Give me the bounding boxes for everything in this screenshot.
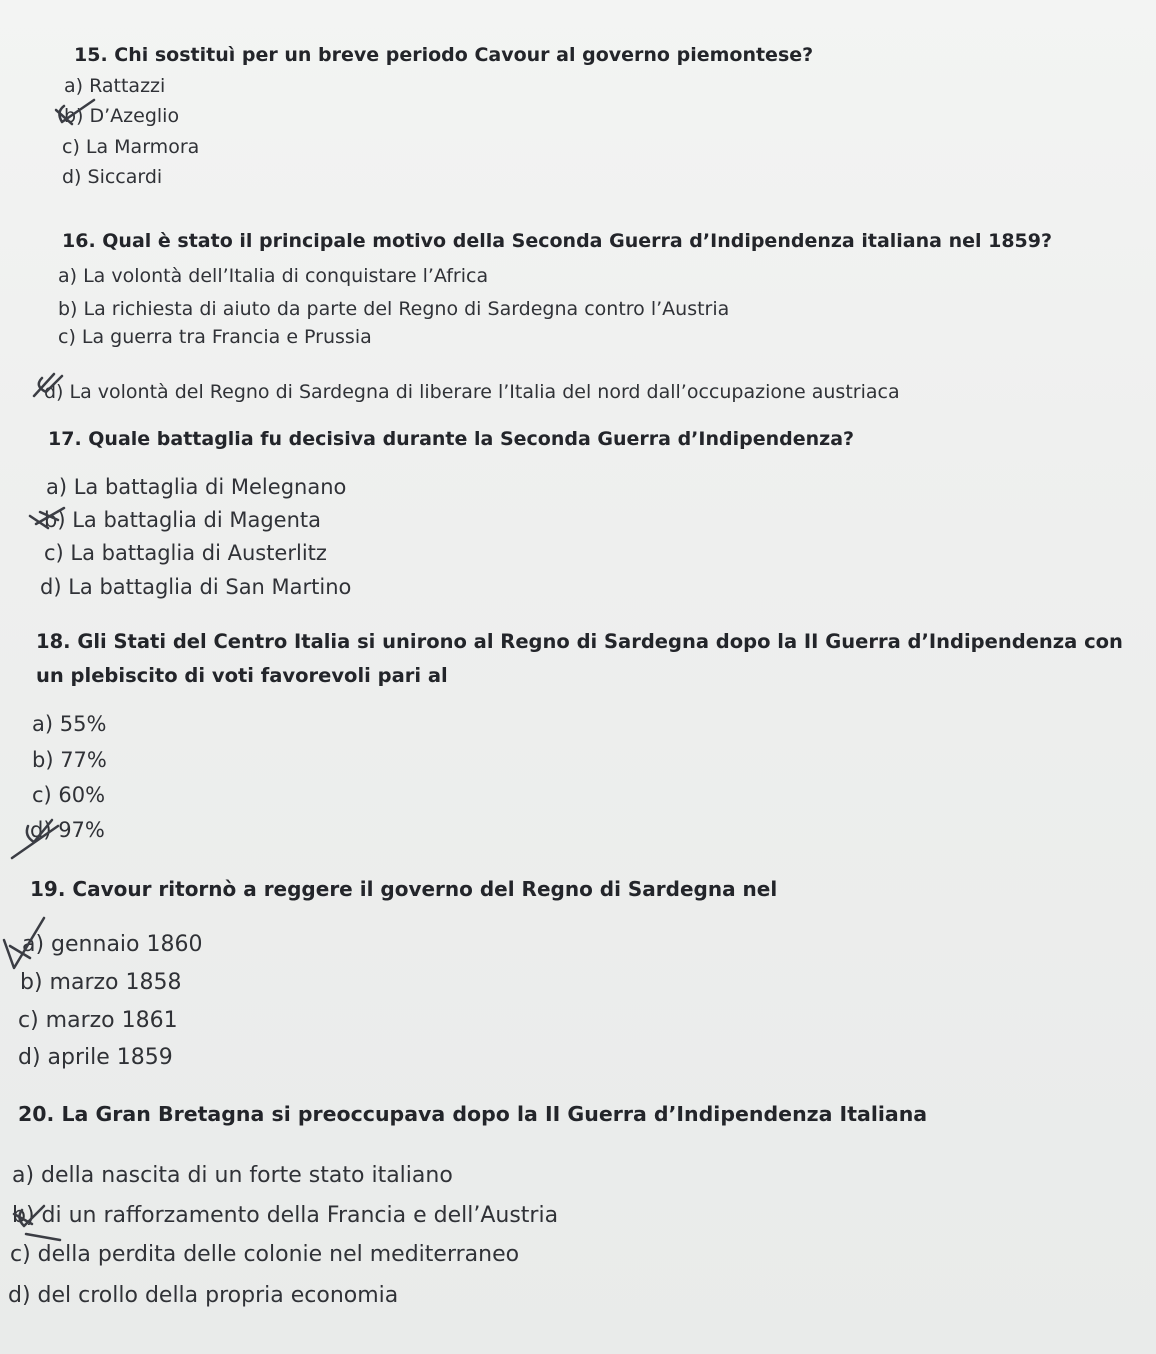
option-20a: a) della nascita di un forte stato italiano [12,1163,453,1188]
question-19: 19. Cavour ritornò a reggere il governo del Regno di Sardegna nel [30,877,778,901]
option-19b: b) marzo 1858 [20,970,182,995]
option-18d: d) 97% [30,818,105,842]
option-19d: d) aprile 1859 [18,1045,173,1070]
question-20: 20. La Gran Bretagna si preoccupava dopo la II Guerra d’Indipendenza Italiana [18,1102,928,1126]
option-18a: a) 55% [32,712,107,736]
option-17a: a) La battaglia di Melegnano [46,475,347,499]
question-15: 15. Chi sostituì per un breve periodo Cavour al governo piemontese? [74,44,814,66]
option-15a: a) Rattazzi [64,75,166,97]
question-17: 17. Quale battaglia fu decisiva durante la Seconda Guerra d’Indipendenza? [48,428,855,450]
option-15b: b) D’Azeglio [64,105,180,127]
option-17d: d) La battaglia di San Martino [40,575,352,599]
option-17b: b) La battaglia di Magenta [44,508,322,532]
option-19a: a) gennaio 1860 [22,932,203,957]
option-16b: b) La richiesta di aiuto da parte del Regno di Sardegna contro l’Austria [58,298,730,320]
option-15d: d) Siccardi [62,166,163,188]
option-16d: d) La volontà del Regno di Sardegna di liberare l’Italia del nord dall’occupazione austriaca [44,381,900,403]
option-18b: b) 77% [32,748,107,772]
option-20c: c) della perdita delle colonie nel mediterraneo [10,1242,520,1267]
question-18: 18. Gli Stati del Centro Italia si unirono al Regno di Sardegna dopo la II Guerra d’Indipendenza con un plebiscito di voti favorevoli pari al [36,630,1123,687]
option-16c: c) La guerra tra Francia e Prussia [58,326,372,348]
option-20b: b) di un rafforzamento della Francia e dell’Austria [12,1203,559,1228]
option-20d: d) del crollo della propria economia [8,1283,399,1308]
option-15c: c) La Marmora [62,136,200,158]
option-19c: c) marzo 1861 [18,1008,178,1033]
option-16a: a) La volontà dell’Italia di conquistare l’Africa [58,265,489,287]
option-18c: c) 60% [32,783,106,807]
question-16: 16. Qual è stato il principale motivo della Seconda Guerra d’Indipendenza italiana nel 1859? [62,230,1053,252]
option-17c: c) La battaglia di Austerlitz [44,541,327,565]
